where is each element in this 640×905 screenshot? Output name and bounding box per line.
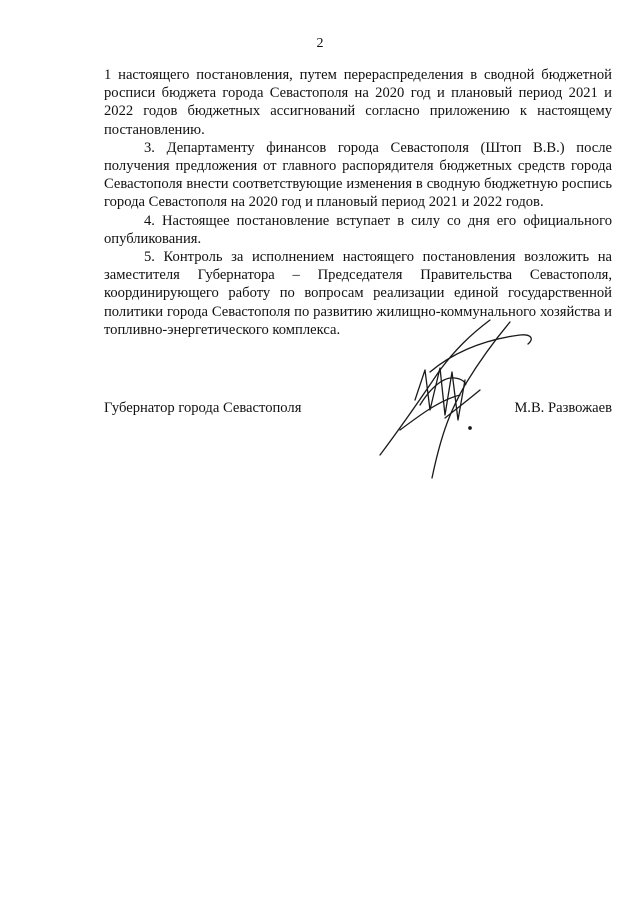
paragraph-5: 5. Контроль за исполнением настоящего постановления возложить на заместителя Губернатора – Председателя Правительства Севастополя, координирующего работу по вопросам реализации единой государственной политики города Севастополя по развитию жилищно-коммунального хозяйства и топливно-энергетического комплекса. [104, 249, 612, 338]
signer-name: М.В. Развожаев [514, 400, 612, 416]
signer-title: Губернатор города Севастополя [104, 400, 302, 416]
page-number: 2 [316, 36, 324, 51]
handwritten-signature [370, 300, 540, 480]
paragraph-continuation: 1 настоящего постановления, путем перераспределения в сводной бюджетной росписи бюджета города Севастополя на 2020 год и плановый период 2021 и 2022 годов бюджетных ассигнований согласно приложению к настоящему постановлению. [104, 67, 612, 138]
document-body [104, 66, 612, 339]
paragraph-4: 4. Настоящее постановление вступает в силу со дня его официального опубликования. [104, 212, 612, 247]
signature-block [104, 400, 612, 420]
paragraph-3: 3. Департаменту финансов города Севастополя (Штоп В.В.) после получения предложения от главного распорядителя бюджетных средств города Севастополя внести соответствующие изменения в сводную бюджетную роспись города Севастополя на 2020 год и плановый период 2021 и 2022 годов. [104, 139, 612, 211]
